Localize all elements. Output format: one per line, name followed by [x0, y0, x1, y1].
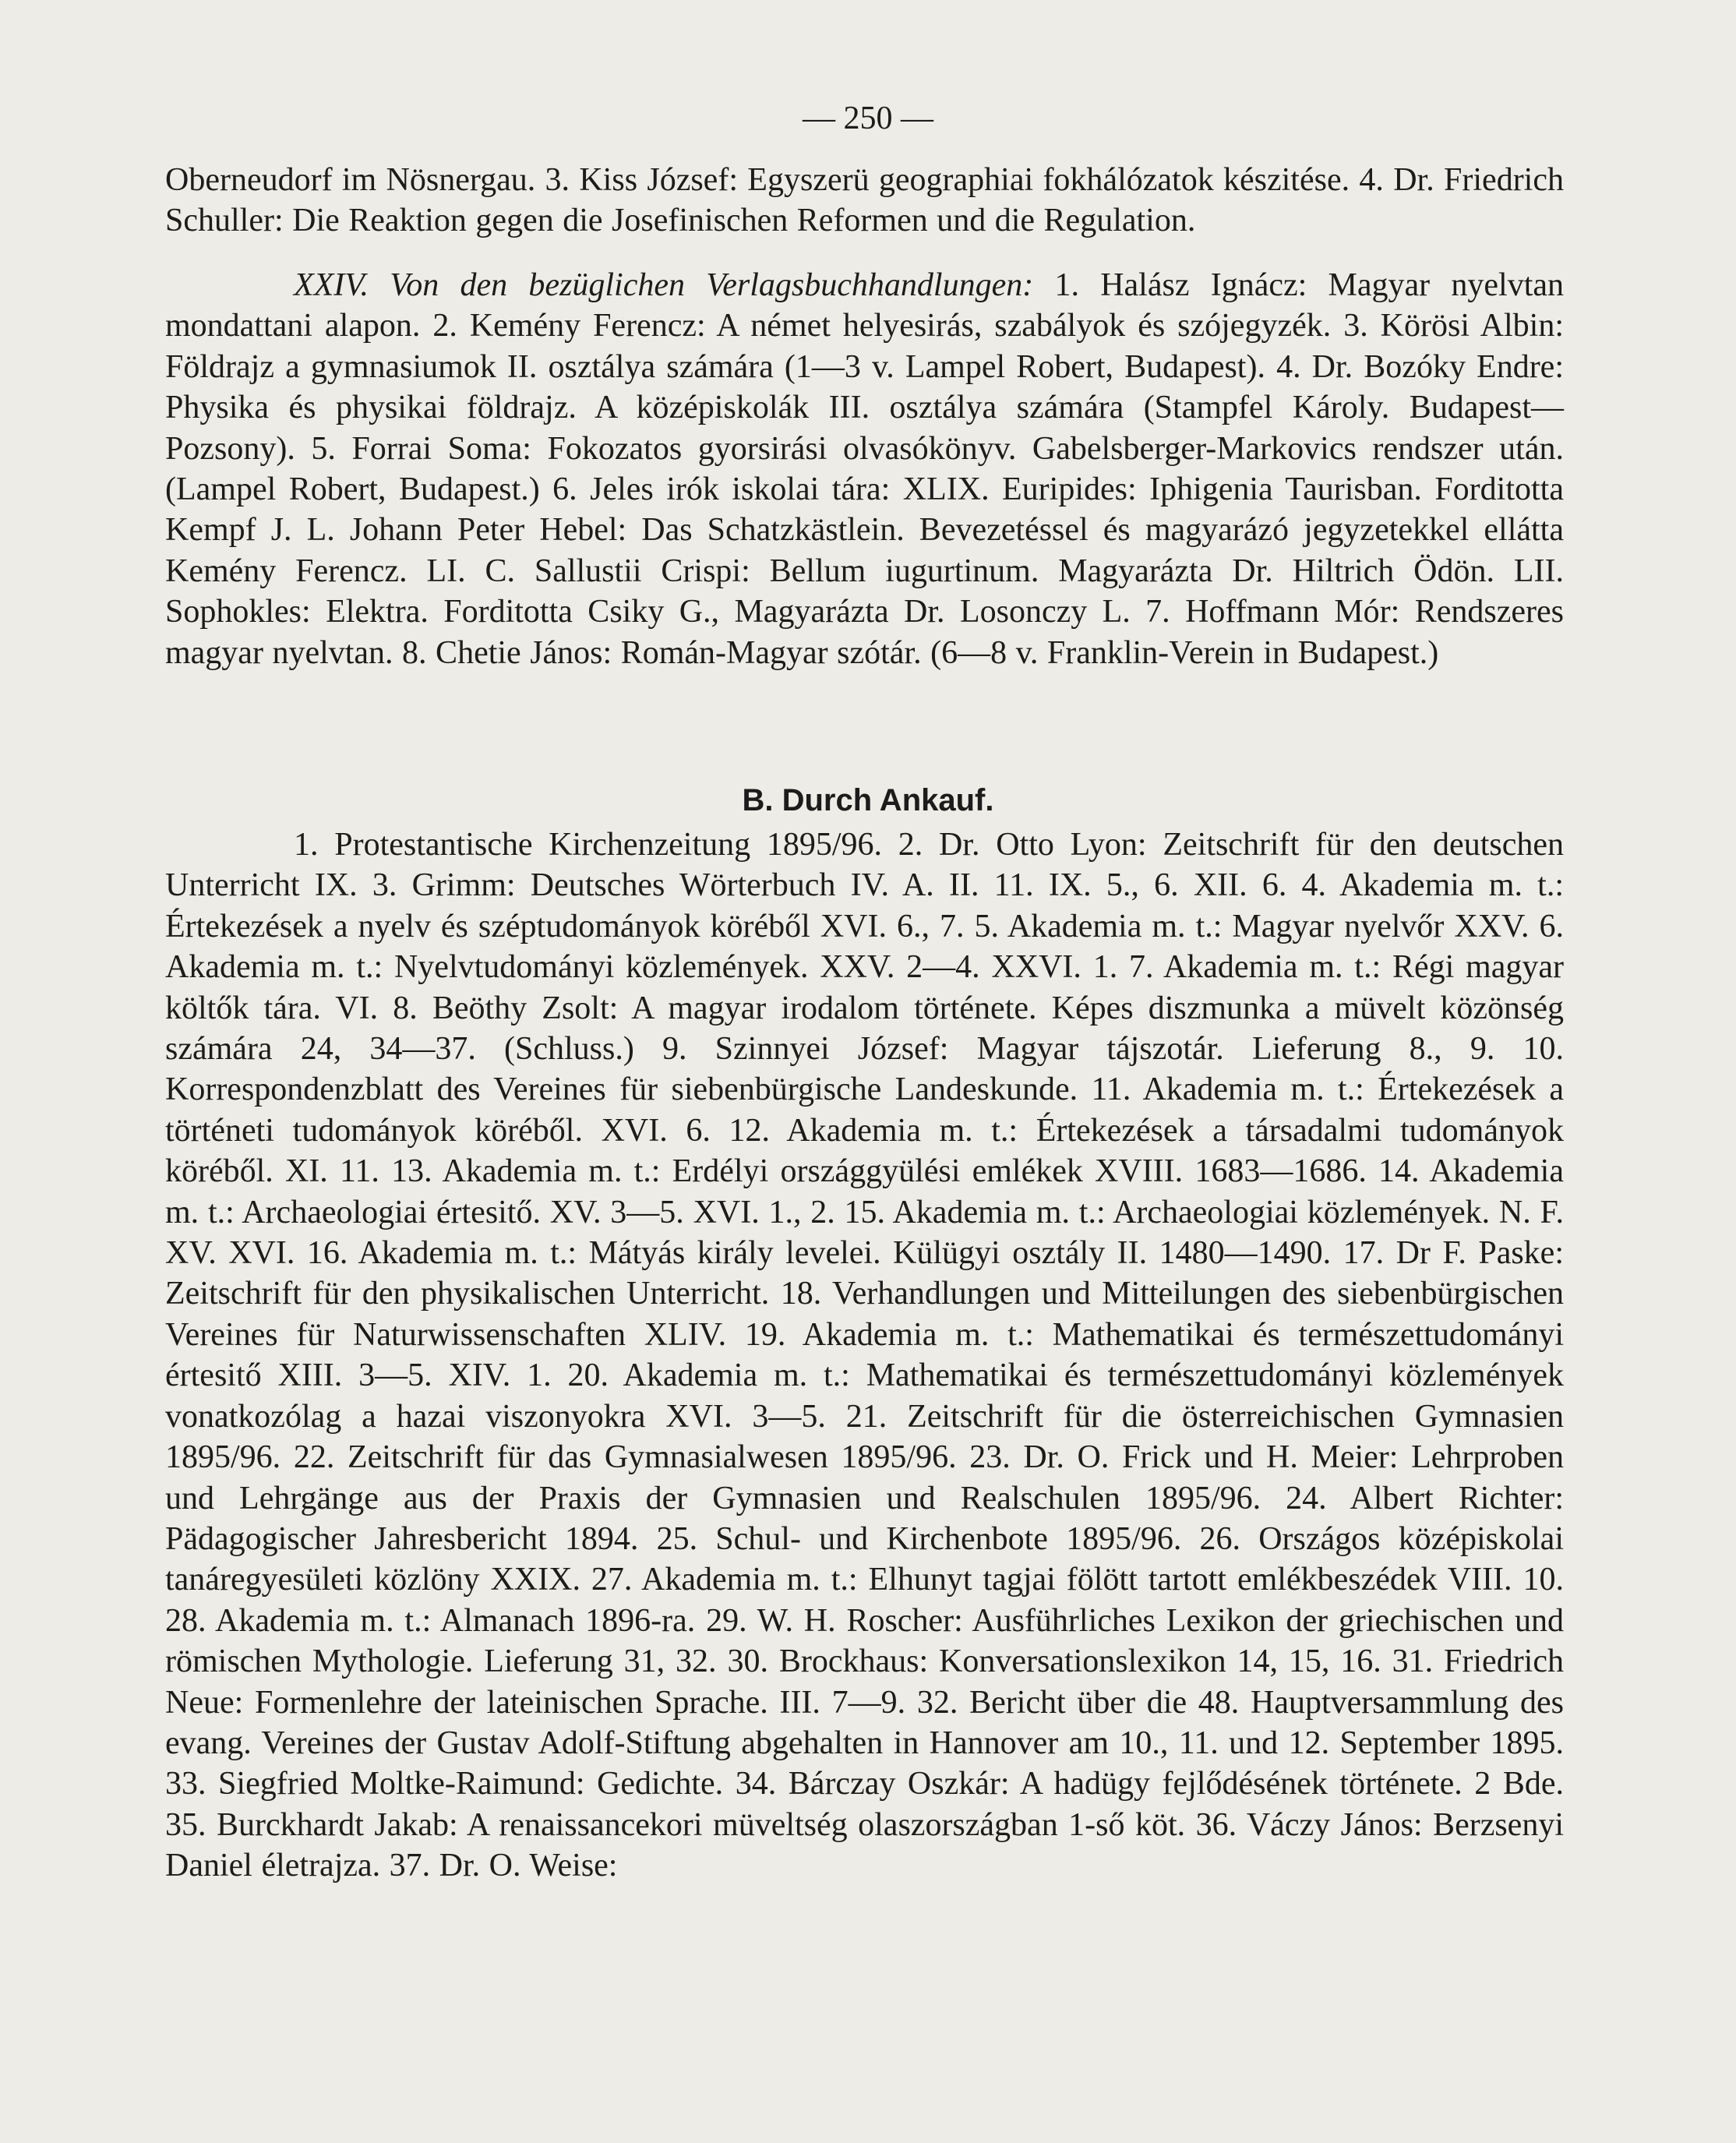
- paragraph-continuation: Oberneudorf im Nösnergau. 3. Kiss József: Egyszerü geographiai fokhálózatok készitése. 4. Dr. Friedrich Schuller: Die Reaktion gegen die Josefinischen Reformen und die Regulation.: [165, 162, 1564, 239]
- paragraph-publisher-donations: [165, 265, 1564, 673]
- page-number: — 250 —: [803, 101, 933, 136]
- section-heading-durch-ankauf: B. Durch Ankauf.: [742, 783, 994, 817]
- paragraph-purchases: 1. Protestantische Kirchenzeitung 1895/96. 2. Dr. Otto Lyon: Zeitschrift für den deutschen Unterricht IX. 3. Grimm: Deutsches Wörterbuch IV. A. II. 11. IX. 5., 6. XII. 6. 4. Akademia m. t.: Értekezések a nyelv és széptudományok köréből XVI. 6., 7. 5. Akademia m. t.: Magyar nyelvőr XXV. 6. Akademia m. t.: Nyelvtudományi közlemények. XXV. 2—4. XXVI. 1. 7. Akademia m. t.: Régi magyar költők tára. VI. 8. Beöthy Zsolt: A magyar irodalom története. Képes diszmunka a müvelt közönség számára 24, 34—37. (Schluss.) 9. Szinnyei József: Magyar tájszotár. Lieferung 8., 9. 10. Korrespondenzblatt des Vereines für siebenbürgische Landeskunde. 11. Akademia m. t.: Értekezések a történeti tudományok köréből. XVI. 6. 12. Akademia m. t.: Értekezések a társadalmi tudományok köréből. XI. 11. 13. Akademia m. t.: Erdélyi országgyülési emlékek XVIII. 1683—1686. 14. Akademia m. t.: Archaeologiai értesitő. XV. 3—5. XVI. 1., 2. 15. Akademia m. t.: Archaeologiai közlemények. N. F. XV. XVI. 16. Akademia m. t.: Mátyás király levelei. Külügyi osztály II. 1480—1490. 17. Dr F. Paske: Zeitschrift für den physikalischen Unterricht. 18. Verhandlungen und Mitteilungen des siebenbürgischen Vereines für Naturwissenschaften XLIV. 19. Akademia m. t.: Mathematikai és természettudományi értesitő XIII. 3—5. XIV. 1. 20. Akademia m. t.: Mathematikai és természettudományi közlemények vonatkozólag a hazai viszonyokra XVI. 3—5. 21. Zeitschrift für die österreichischen Gymnasien 1895/96. 22. Zeitschrift für das Gymnasialwesen 1895/96. 23. Dr. O. Frick und H. Meier: Lehrproben und Lehrgänge aus der Praxis der Gymnasien und Realschulen 1895/96. 24. Albert Richter: Pädagogischer Jahresbericht 1894. 25. Schul- und Kirchenbote 1895/96. 26. Országos középiskolai tanáregyesületi közlöny XXIX. 27. Akademia m. t.: Elhunyt tagjai fölött tartott emlékbeszédek VIII. 10. 28. Akademia m. t.: Almanach 1896-ra. 29. W. H. Roscher: Ausführliches Lexikon der griechischen und römischen Mythologie. Lieferung 31, 32. 30. Brockhaus: Konversationslexikon 14, 15, 16. 31. Friedrich Neue: Formenlehre der lateinischen Sprache. III. 7—9. 32. Bericht über die 48. Hauptversammlung des evang. Vereines der Gustav Adolf-Stiftung abgehalten in Hannover am 10., 11. und 12. September 1895. 33. Siegfried Moltke-Raimund: Gedichte. 34. Bárczay Oszkár: A hadügy fejlődésének története. 2 Bde. 35. Burckhardt Jakab: A renaissancekori müveltség olaszországban 1-ső köt. 36. Váczy János: Berzsenyi Daniel életrajza. 37. Dr. O. Weise:: [165, 827, 1564, 1884]
- paragraph-publisher-donations-text: 1. Halász Ignácz: Magyar nyelvtan mondattani alapon. 2. Kemény Ferencz: A német helyesirás, szabályok és szójegyzék. 3. Körösi Albin: Földrajz a gymnasiumok II. osztálya számára (1—3 v. Lampel Robert, Budapest). 4. Dr. Bozóky Endre: Physika és physikai földrajz. A középiskolák III. osztálya számára (Stampfel Károly. Budapest—Pozsony). 5. Forrai Soma: Fokozatos gyorsirási olvasókönyv. Gabelsberger-Markovics rendszer után. (Lampel Robert, Budapest.) 6. Jeles irók iskolai tára: XLIX. Euripides: Iphigenia Taurisban. Forditotta Kempf J. L. Johann Peter Hebel: Das Schatzkästlein. Bevezetéssel és magyarázó jegyzetekkel ellátta Kemény Ferencz. LI. C. Sallustii Crispi: Bellum iugurtinum. Magyarázta Dr. Hiltrich Ödön. LII. Sophokles: Elektra. Forditotta Csiky G., Magyarázta Dr. Losonczy L. 7. Hoffmann Mór: Rendszeres magyar nyelvtan. 8. Chetie János: Román-Magyar szótár. (6—8 v. Franklin-Verein in Budapest.): [165, 267, 1565, 671]
- section-label: XXIV. Von den bezüglichen Verlagsbuchhandlungen:: [294, 267, 1034, 303]
